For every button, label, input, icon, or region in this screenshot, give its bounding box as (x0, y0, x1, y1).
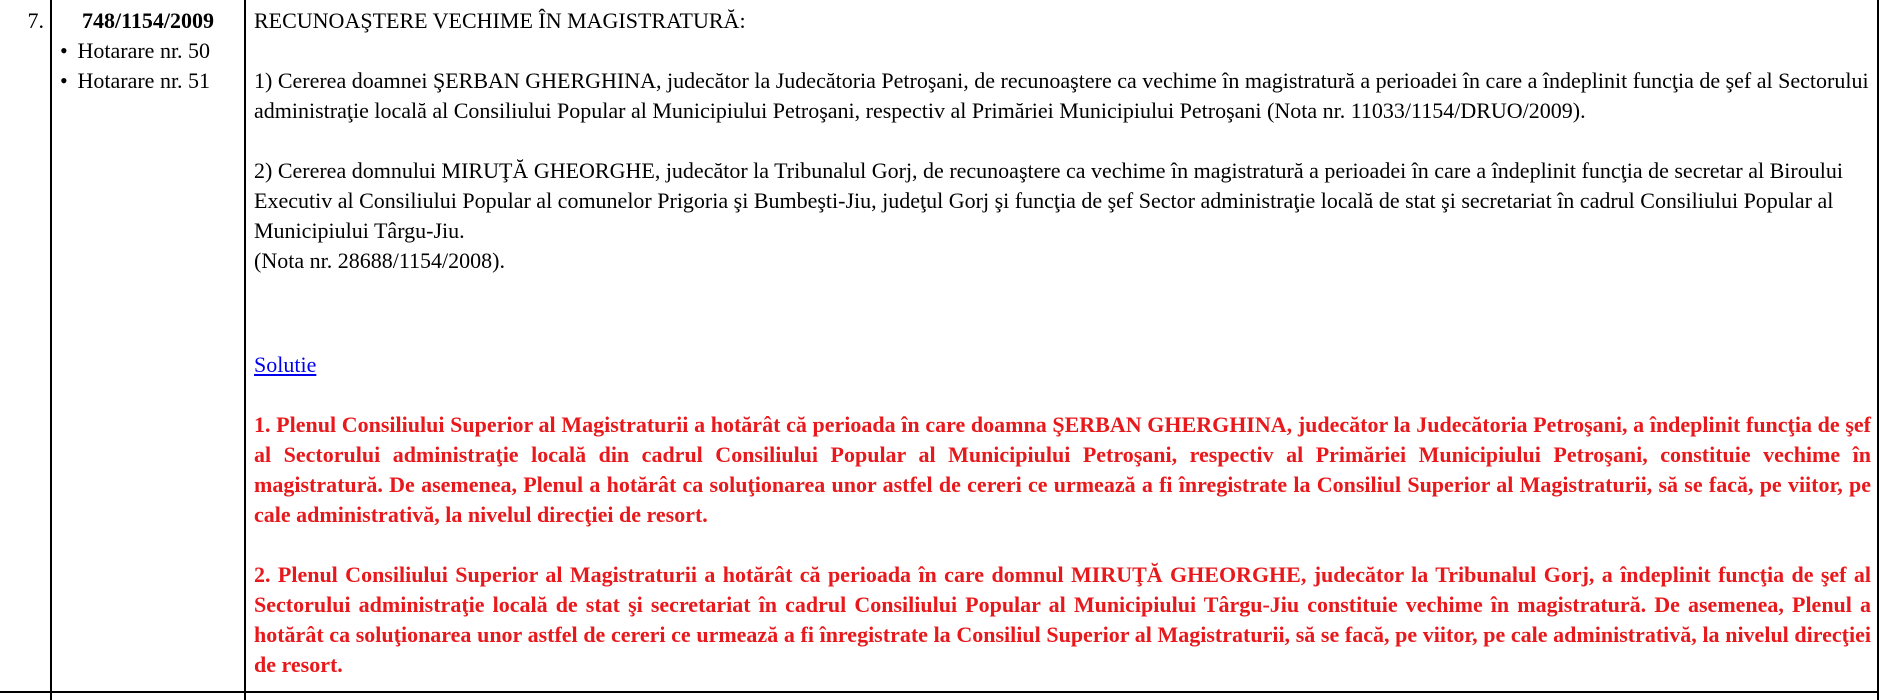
solution-2-text: 2. Plenul Consiliului Superior al Magistraturii a hotărât că perioada în care domnul MIRUŢĂ GHEORGHE, judecător la Tribunalul Gorj, a îndeplinit funcţia de şef al Sectorului administraţie locală de stat şi secretariat în cadrul Consiliului Popular al Municipiului Târgu-Jiu constituie vechime în magistratură. De asemenea, Plenul a hotărât ca soluţionarea unor astfel de cereri ce urmează a fi înregistrate la Consiliul Superior al Magistraturii, să se facă, pe viitor, pe cale administrativă, la nivelul direcţiei de resort. (254, 562, 1871, 677)
attachment-label: Hotarare nr. 50 (77, 38, 211, 63)
reference-cell (51, 0, 245, 692)
bullet-icon: • (60, 38, 68, 63)
bullet-icon: • (60, 68, 68, 93)
section-heading: RECUNOAŞTERE VECHIME ÎN MAGISTRATURĂ: (254, 8, 746, 33)
request-2-text: 2) Cererea domnului MIRUŢĂ GHEORGHE, judecător la Tribunalul Gorj, de recunoaştere ca vechime în magistratură a perioadei în care a îndeplinit funcţia de secretar al Biroului Executiv al Consiliului Popular al comunelor Prigoria şi Bumbeşti-Jiu, judeţul Gorj şi funcţia de şef Sector administraţie locală de stat şi secretariat în cadrul Consiliului Popular al Municipiului Târgu-Jiu. (254, 158, 1843, 243)
row-number-cell (0, 0, 51, 692)
row-number: 7. (27, 8, 44, 33)
request-1-text: 1) Cererea doamnei ŞERBAN GHERGHINA, judecător la Judecătoria Petroşani, de recunoaştere ca vechime în magistratură a perioadei în care a îndeplinit funcţia de şef al Sectorului administraţie locală al Consiliului Popular al Municipiului Petroşani, respectiv al Primăriei Municipiului Petroşani (Nota nr. 11033/1154/DRUO/2009). (254, 68, 1869, 123)
attachment-label: Hotarare nr. 51 (77, 68, 211, 93)
attachment-link-hotarare-50[interactable] (60, 36, 244, 66)
solution-1-text: 1. Plenul Consiliului Superior al Magistraturii a hotărât că perioada în care doamna ŞERBAN GHERGHINA, judecător la Judecătoria Petroşani, a îndeplinit funcţia de şef al Sectorului administraţie locală din cadrul Consiliului Popular al Municipiului Petroşani, respectiv al Primăriei Municipiului Petroşani, constituie vechime în magistratură. De asemenea, Plenul a hotărât ca soluţionarea unor astfel de cereri ce urmează a fi înregistrate la Consiliul Superior al Magistraturii, să se facă, pe viitor, pe cale administrativă, la nivelul direcţiei de resort. (254, 412, 1871, 527)
reference-cell (51, 692, 245, 700)
row-number-cell (0, 692, 51, 700)
table-row (0, 692, 1878, 700)
solution-link[interactable]: Solutie (254, 352, 317, 377)
content-cell (245, 692, 1878, 700)
content-cell (245, 0, 1878, 692)
reference-number: 748/1154/2009 (81, 8, 214, 33)
request-2-note: (Nota nr. 28688/1154/2008). (254, 248, 505, 273)
attachment-link-hotarare-51[interactable] (60, 66, 244, 96)
